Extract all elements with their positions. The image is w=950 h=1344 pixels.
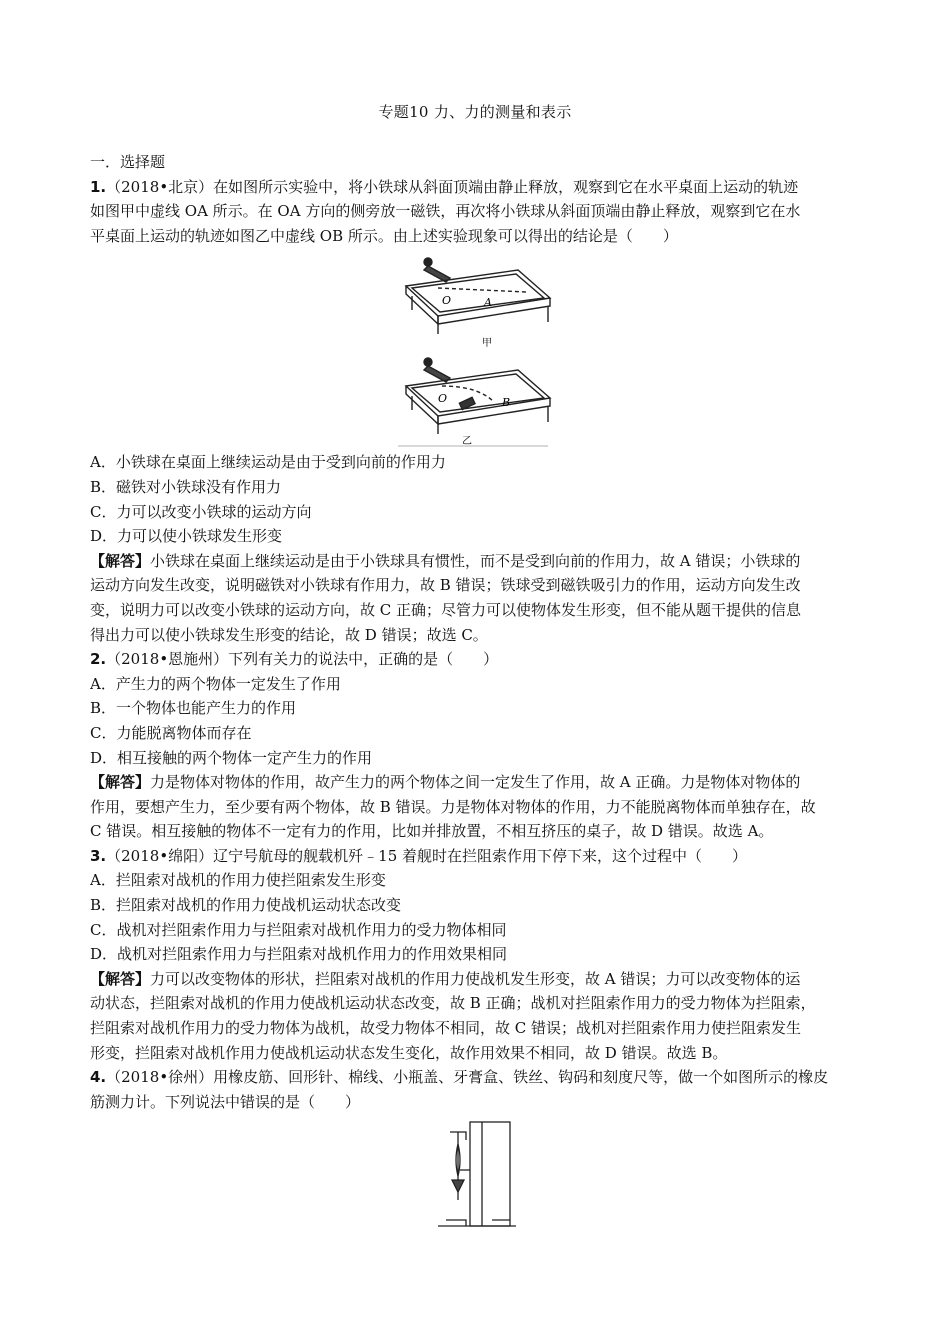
answer-line: 变，说明力可以改变小铁球的运动方向，故 C 正确；尽管力可以使物体发生形变，但不能从题干提供的信息 [90,600,802,619]
question-stem-line: 4.（2018•徐州）用橡皮筋、回形针、棉线、小瓶盖、牙膏盒、铁丝、钩码和刻度尺等，做一个如图所示的橡皮 [90,1068,829,1087]
answer-tag: 【解答】 [90,773,151,792]
answer-line: 作用，要想产生力，至少要有两个物体，故 B 错误。力是物体对物体的作用，力不能脱离物体而单独存在，故 [90,797,816,816]
option-b: B．拦阻索对战机的作用力使战机运动状态改变 [90,896,402,915]
question-4 [90,1065,870,1232]
answer-line: 拦阻索对战机作用力的受力物体为战机，故受力物体不相同，故 C 错误；战机对拦阻索作用力使拦阻索发生 [90,1019,802,1038]
answer-line: 【解答】力是物体对物体的作用，故产生力的两个物体之间一定发生了作用，故 A 正确。力是物体对物体的 [90,773,801,792]
page-title: 专题10 力、力的测量和表示 [378,103,572,121]
answer-tag: 【解答】 [90,551,151,570]
question-stem-line: 如图甲中虚线 OA 所示。在 OA 方向的侧旁放一磁铁，再次将小铁球从斜面顶端由静止释放，观察到它在水 [90,202,801,221]
answer-line: 得出力可以使小铁球发生形变的结论，故 D 错误；故选 C。 [90,625,488,644]
answer-line: 运动方向发生改变，说明磁铁对小铁球有作用力，故 B 错误；铁球受到磁铁吸引力的作用，运动方向发生改 [90,576,801,595]
option-c: C．战机对拦阻索作用力与拦阻索对战机作用力的受力物体相同 [90,920,507,939]
point-o-label: O [442,294,452,308]
figure-caption-yi: 乙 [462,436,472,448]
option-b: B．一个物体也能产生力的作用 [90,699,297,718]
ramp-table-drawing [398,252,568,448]
question-number: 1. [90,177,107,196]
option-d: D．相互接触的两个物体一定产生力的作用 [90,748,373,767]
figure-caption-jia: 甲 [482,338,492,350]
answer-line: 【解答】力可以改变物体的形状，拦阻索对战机的作用力使战机发生形变，故 A 错误；力可以改变物体的运 [90,969,801,988]
answer-line: C 错误。相互接触的物体不一定有力的作用，比如并排放置，不相互挤压的桌子，故 D 错误。故选 A。 [90,822,774,841]
question-number: 2. [90,650,107,669]
option-d: D．战机对拦阻索作用力与拦阻索对战机作用力的作用效果相同 [90,945,508,964]
answer-line: 动状态，拦阻索对战机的作用力使战机运动状态改变，故 B 正确；战机对拦阻索作用力的受力物体为拦阻索， [90,994,816,1013]
point-b-label: B [502,396,511,410]
question-3 [90,844,870,1065]
question-stem-line: 筋测力计。下列说法中错误的是（ ） [90,1092,361,1111]
option-c: C．力可以改变小铁球的运动方向 [90,502,312,521]
question-stem-line: 2.（2018•恩施州）下列有关力的说法中，正确的是（ ） [90,650,499,669]
question-stem-line: 平桌面上运动的轨迹如图乙中虚线 OB 所示。由上述实验现象可以得出的结论是（ ） [90,226,678,245]
question-1 [90,175,870,648]
option-a: A．拦阻索对战机的作用力使拦阻索发生形变 [90,871,386,890]
question-2 [90,647,870,844]
option-d: D．力可以使小铁球发生形变 [90,527,283,546]
rubber-band-meter-drawing [436,1120,518,1232]
force-meter-figure [90,1120,870,1232]
option-c: C．力能脱离物体而存在 [90,723,252,742]
point-o2-label: O [438,392,448,406]
option-a: A．产生力的两个物体一定发生了作用 [90,674,341,693]
option-a: A．小铁球在桌面上继续运动是由于受到向前的作用力 [90,453,446,472]
question-stem-line: 1.（2018•北京）在如图所示实验中，将小铁球从斜面顶端由静止释放，观察到它在水平桌面上运动的轨迹 [90,177,799,196]
question-number: 4. [90,1068,107,1087]
answer-tag: 【解答】 [90,969,151,988]
option-b: B．磁铁对小铁球没有作用力 [90,477,282,496]
document-body [90,150,870,1232]
answer-line: 形变，拦阻索对战机作用力使战机运动状态发生变化，故作用效果不相同，故 D 错误。故选 B。 [90,1043,728,1062]
answer-line: 【解答】小铁球在桌面上继续运动是由于小铁球具有惯性，而不是受到向前的作用力，故 A 错误；小铁球的 [90,551,801,570]
point-a-label: A [484,296,492,310]
experiment-figure [90,252,870,448]
question-number: 3. [90,846,107,865]
question-stem-line: 3.（2018•绵阳）辽宁号航母的舰载机歼﹣15 着舰时在拦阻索作用下停下来，这个过程中（ ） [90,846,748,865]
section-heading: 一．选择题 [90,153,166,171]
